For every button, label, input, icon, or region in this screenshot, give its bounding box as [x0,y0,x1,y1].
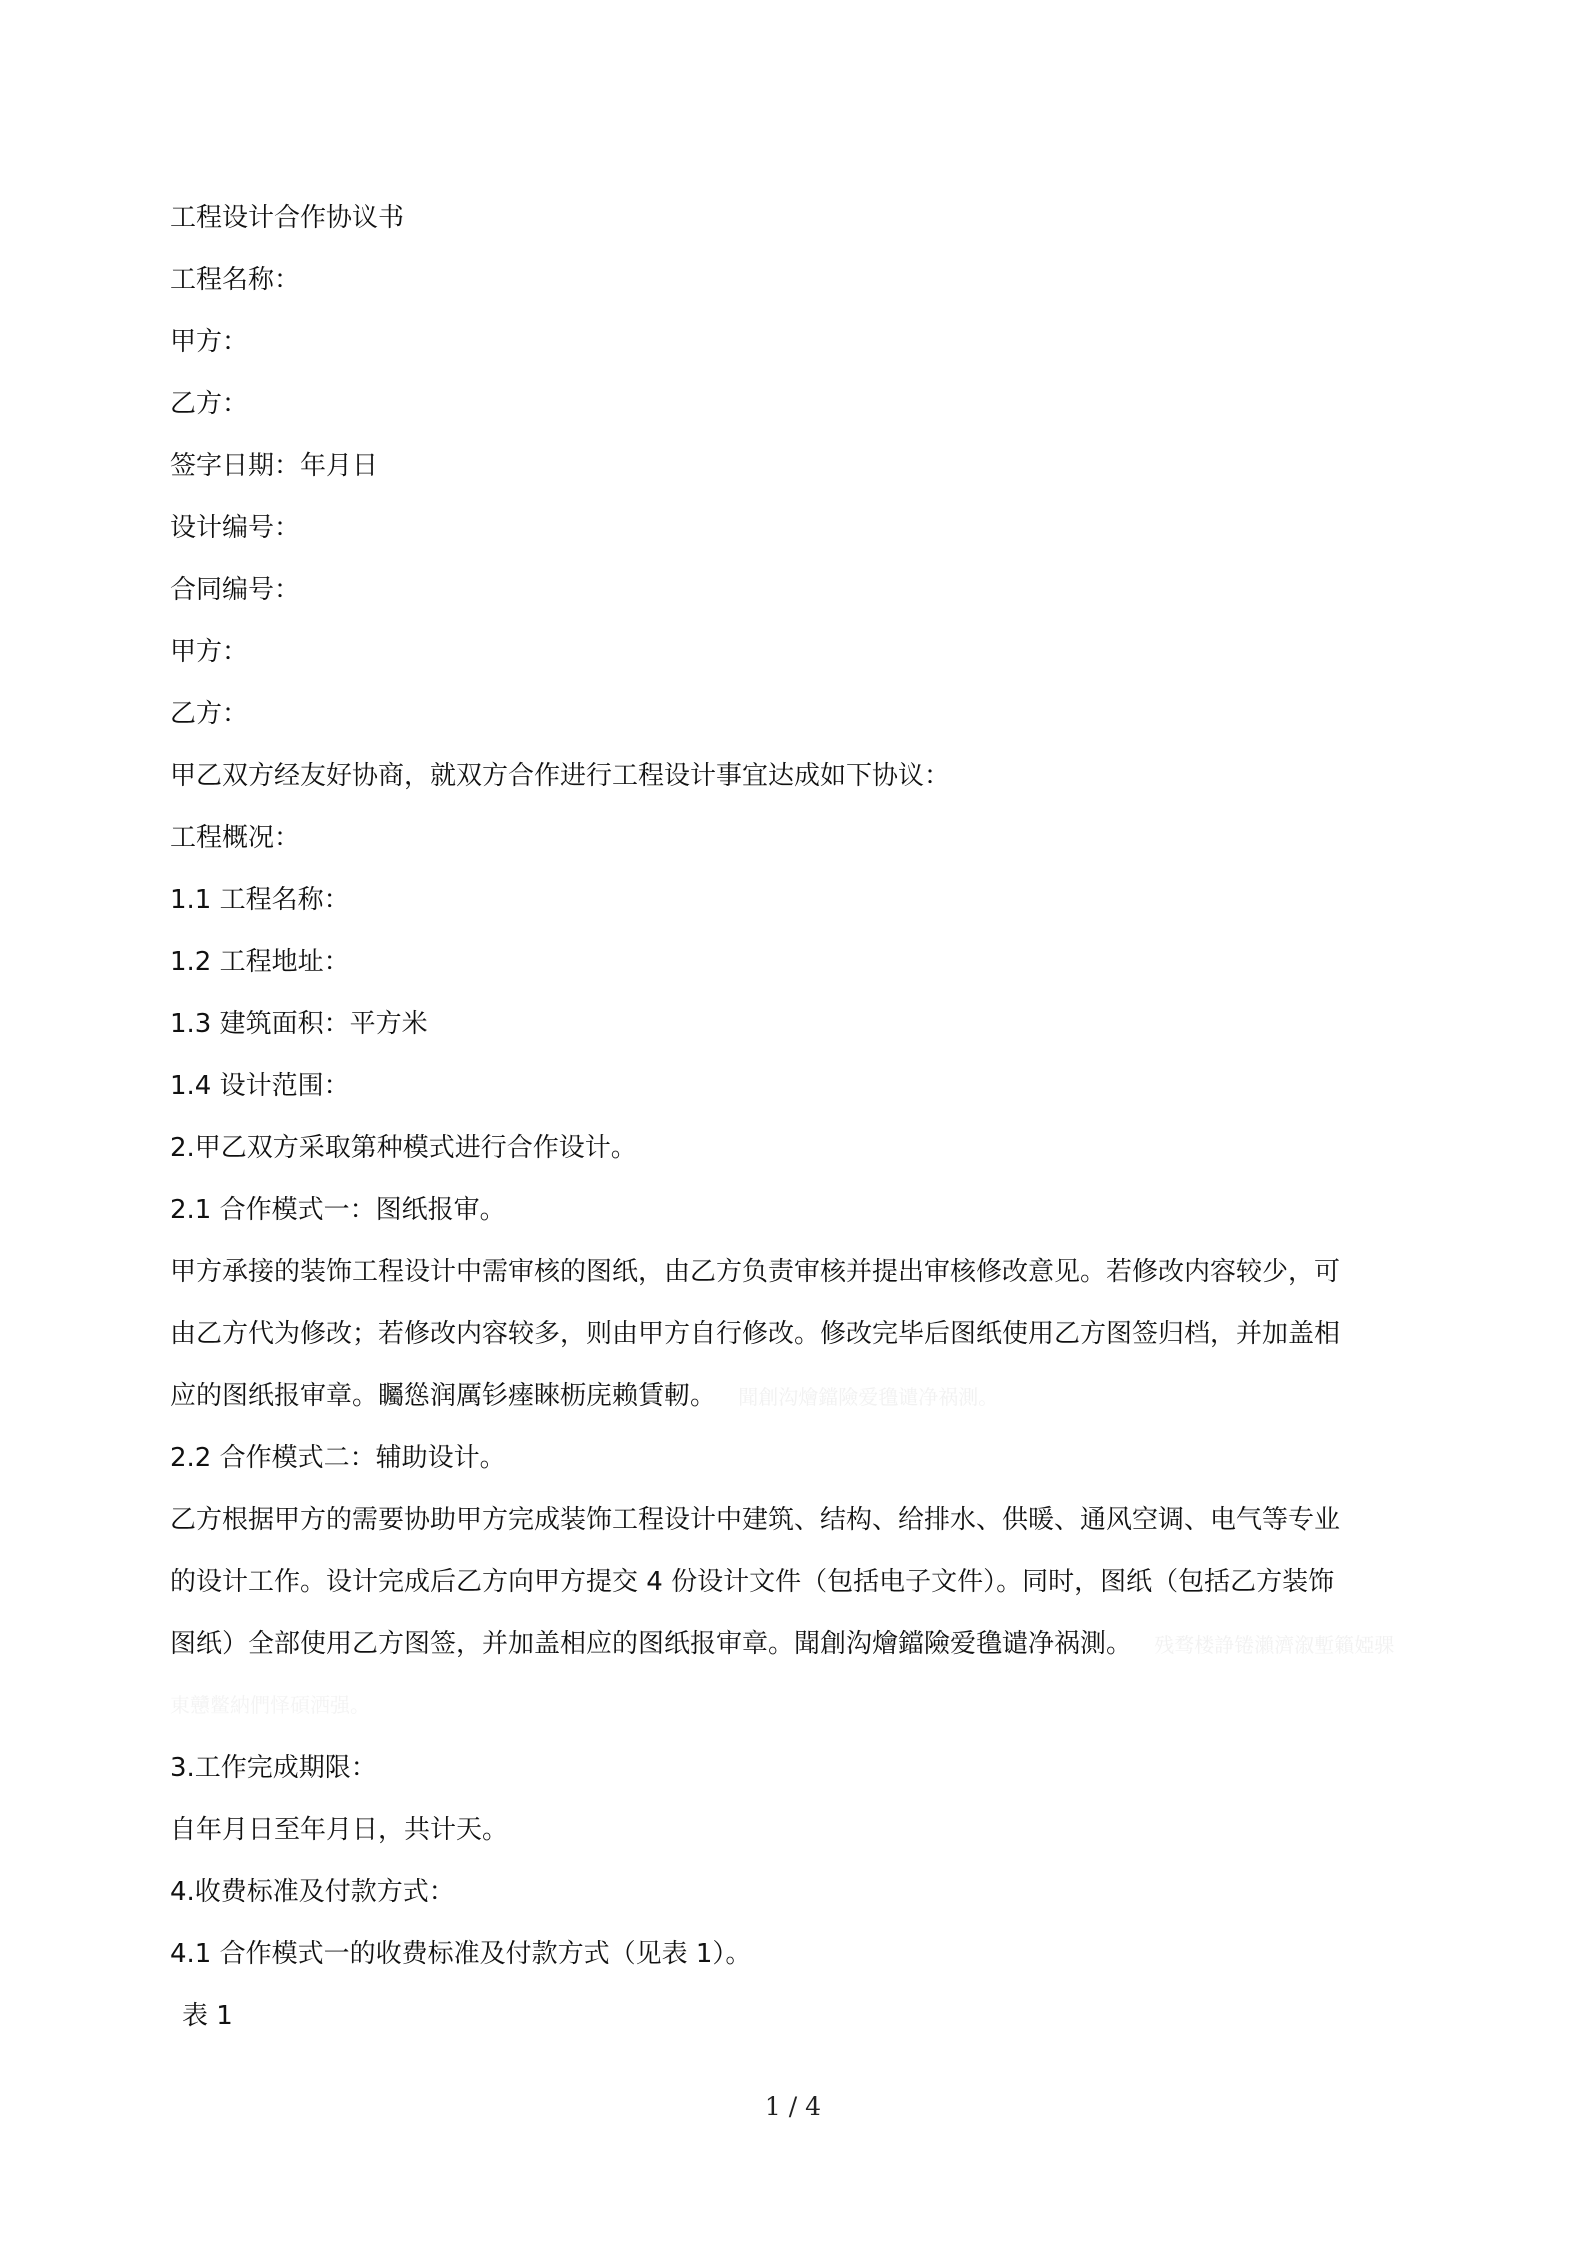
mode1-title: 2.1 合作模式一：图纸报审。 [170,1195,506,1225]
field-project-name: 工程名称： [170,265,301,295]
mode2-faint-text-2: 東戇鳖納們怿碩洒强。 [170,1693,370,1717]
section1-item-4: 1.4 设计范围： [170,1071,350,1101]
field-sign-date: 签字日期：年月日 [170,451,379,481]
field-party-a-2: 甲方： [170,637,249,667]
section3-title: 3.工作完成期限： [170,1753,377,1783]
mode1-body-line-1: 甲方承接的装饰工程设计中需审核的图纸，由乙方负责审核并提出审核修改意见。若修改内容较少，可 [170,1257,1341,1287]
table-label: 表 1 [182,2001,233,2031]
mode1-body-text: 应的图纸报审章。 [170,1381,379,1411]
mode1-faint-text: 聞創沟燴鐺險爱氇谴净祸測。 [738,1385,999,1409]
mode1-garbled-text: 矚慫润厲钐瘗睞枥庑赖賃軔。 [378,1381,717,1411]
field-contract-number: 合同编号： [170,575,301,605]
section1-item-2: 1.2 工程地址： [170,947,350,977]
mode2-title: 2.2 合作模式二：辅助设计。 [170,1443,506,1473]
section1-title: 工程概况： [170,823,301,853]
page-number: 1 / 4 [764,2092,822,2121]
mode2-garbled-text: 聞創沟燴鐺險爱氇谴净祸測。 [794,1629,1133,1659]
mode2-faint-text-1: 残骛楼諍锩瀨濟溆塹籟婭骒 [1154,1633,1395,1657]
intro-paragraph: 甲乙双方经友好协商，就双方合作进行工程设计事宜达成如下协议： [170,761,951,791]
section1-item-3: 1.3 建筑面积：平方米 [170,1009,428,1039]
field-design-number: 设计编号： [170,513,301,543]
field-party-b-2: 乙方： [170,699,249,729]
section4-1: 4.1 合作模式一的收费标准及付款方式（见表 1）。 [170,1939,752,1969]
document-title: 工程设计合作协议书 [170,203,405,233]
section4-title: 4.收费标准及付款方式： [170,1877,455,1907]
mode1-body-line-3 [170,1378,998,1415]
mode2-body-line-1: 乙方根据甲方的需要协助甲方完成装饰工程设计中建筑、结构、给排水、供暖、通风空调、电气等专业 [170,1505,1341,1535]
mode2-body-line-3 [170,1626,1394,1663]
section2-title: 2.甲乙双方采取第种模式进行合作设计。 [170,1133,637,1163]
field-party-b: 乙方： [170,389,249,419]
mode2-body-text: 图纸）全部使用乙方图签，并加盖相应的图纸报审章。 [170,1629,795,1659]
mode2-body-line-2: 的设计工作。设计完成后乙方向甲方提交 4 份设计文件（包括电子文件）。同时，图纸（包括乙方装饰 [170,1567,1335,1597]
section1-item-1: 1.1 工程名称： [170,885,350,915]
field-party-a: 甲方： [170,327,249,357]
section3-body: 自年月日至年月日，共计天。 [170,1815,509,1845]
mode1-body-line-2: 由乙方代为修改；若修改内容较多，则由甲方自行修改。修改完毕后图纸使用乙方图签归档，并加盖相 [170,1319,1341,1349]
